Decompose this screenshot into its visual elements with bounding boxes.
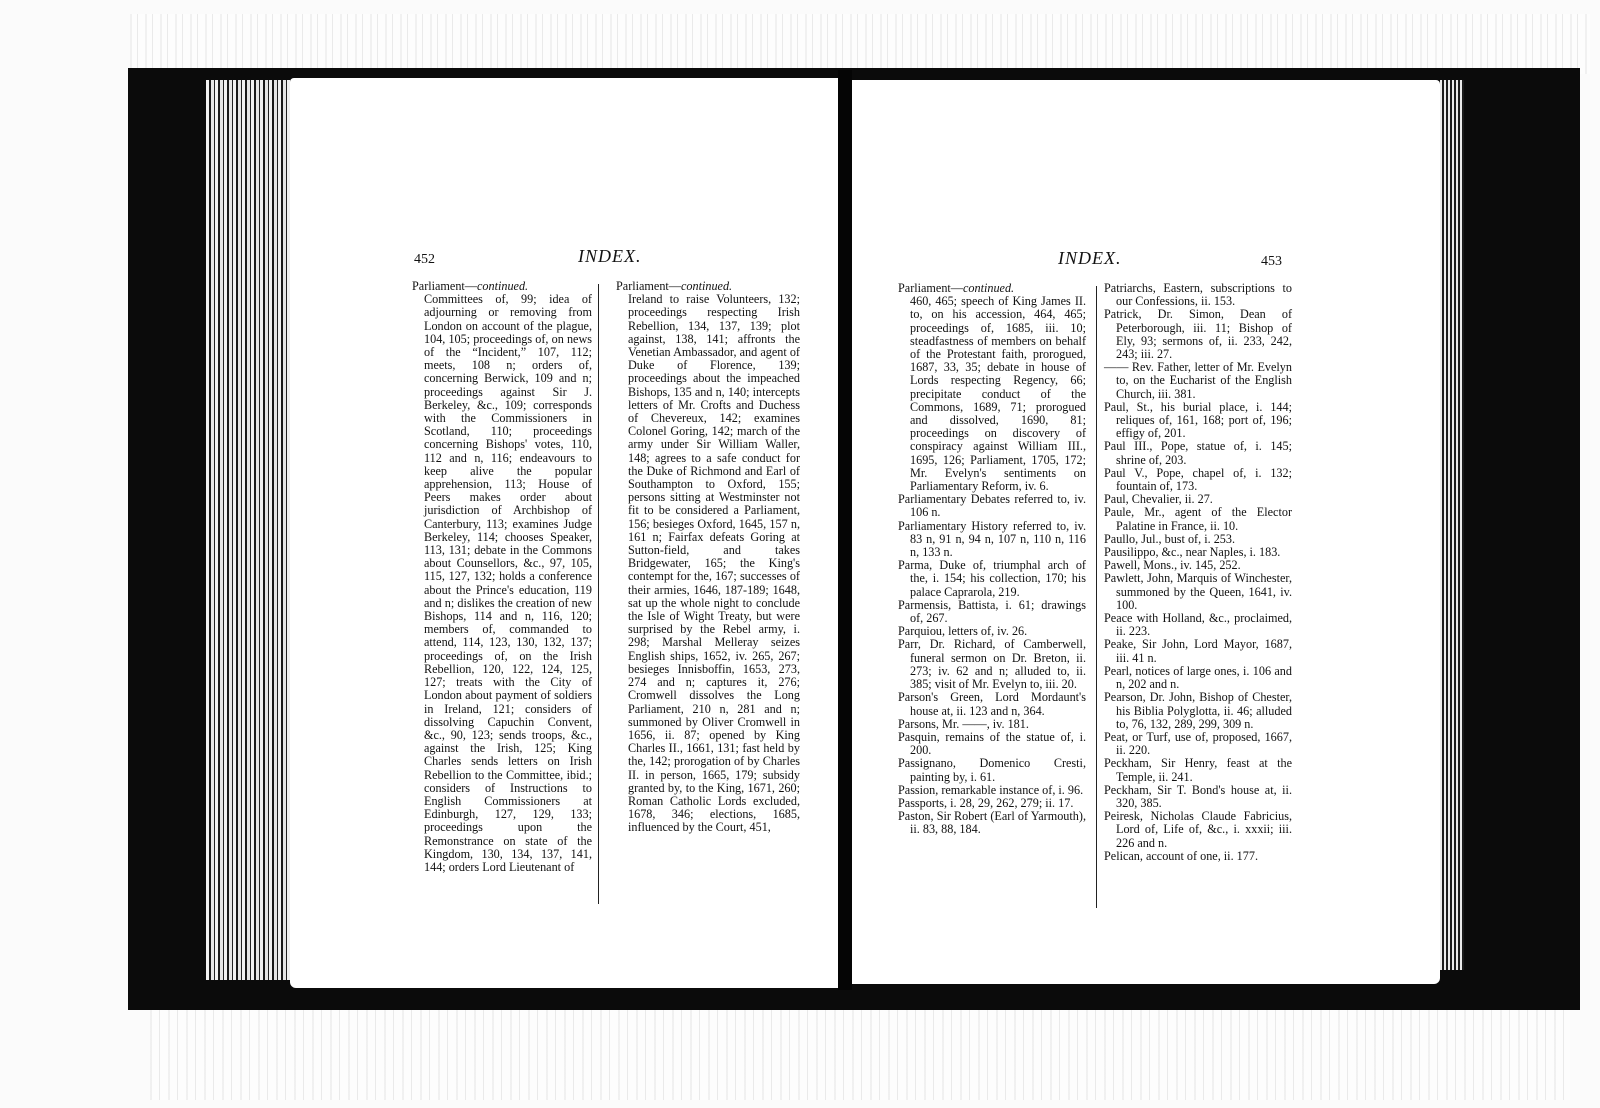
index-entry: Parma, Duke of, triumphal arch of the, i. 154; his collection, 170; his palace Caprarola, 219. bbox=[898, 558, 1086, 599]
index-entries bbox=[1104, 282, 1292, 863]
page-number-left: 452 bbox=[414, 252, 435, 267]
left-column-2 bbox=[616, 280, 800, 835]
page-edges-left bbox=[206, 80, 292, 980]
index-entry: Parliamentary History referred to, iv. 83 n, 91 n, 94 n, 107 n, 110 n, 116 n, 133 n. bbox=[898, 518, 1086, 560]
index-entry: Paul V., Pope, chapel of, i. 132; fountain of, 173. bbox=[1104, 465, 1292, 494]
right-page bbox=[852, 80, 1440, 984]
index-entry: Pasquin, remains of the statue of, i. 200. bbox=[898, 729, 1086, 758]
index-entry: Parsons, Mr. ——, iv. 181. bbox=[898, 716, 1029, 731]
index-entry: Paullo, Jul., bust of, i. 253. bbox=[1104, 531, 1236, 546]
index-entry: Paul, St., his burial place, i. 144; reliques of, 161, 168; port of, 196; effigy of, 201. bbox=[1104, 399, 1292, 441]
index-entry: Parmensis, Battista, i. 61; drawings of, 267. bbox=[898, 597, 1086, 626]
index-entry: Passports, i. 28, 29, 262, 279; ii. 17. bbox=[898, 795, 1074, 810]
entry-text: Ireland to raise Volunteers, 132; proceedings respecting Irish Rebellion, 134, 137, 139; plot against, 138, 141; affronts the Venetian Ambassador, and agent of Duke of Florence, 139; proceedings about the impeached Bishops, 135 and n, 140; intercepts letters of Mr. Crofts and Duchess of Chevereux, 142; examines Colonel Goring, 142; march of the army under Sir William Waller, 148; agrees to a safe conduct for the Duke of Richmond and Earl of Southampton to Oxford, 155; persons sitting at Westminster not fit to be considered a Parliament, 156; besieges Oxford, 1645, 157 n, 161 n; Fairfax defeats Goring at Sutton-field, and takes Bridgewater, 165; the King's contempt for the, 167; successes of their armies, 1646, 187-189; 1648, sat up the whole night to conclude the Isle of Wight Treaty, but were surprised by the Rebel army, i. 298; Marshal Melleray seizes English ships, 1652, iv. 265, 267; besieges Innisboffin, 1653, 273, 274 and n; captures it, 276; Cromwell dissolves the Long Parliament, 210 n, 281 and n; summoned by Oliver Cromwell in 1656, ii. 87; opened by King Charles II., 1661, 131; fast held by the, 142; prorogation of by Charles II. in person, 1665, 179; subsidy granted by, to the King, 1671, 260; Roman Catholic Lords excluded, 1678, 346; elections, 1685, influenced by the Court, 451, bbox=[628, 292, 800, 835]
left-column-1 bbox=[412, 280, 592, 874]
index-entry: Patrick, Dr. Simon, Dean of Peterborough, iii. 11; Bishop of Ely, 93; sermons of, ii. 233, 242, 243; iii. 27. bbox=[1104, 307, 1292, 362]
column-rule bbox=[598, 284, 599, 904]
right-column-1 bbox=[898, 282, 1086, 837]
index-entry: Parr, Dr. Richard, of Camberwell, funeral sermon on Dr. Breton, ii. 273; iv. 62 and n; alluded to, ii. 385; visit of Mr. Evelyn to, iii. 20. bbox=[898, 637, 1086, 692]
column-rule bbox=[1096, 286, 1097, 908]
scan-noise-top bbox=[130, 14, 1590, 74]
index-entry: Peiresk, Nicholas Claude Fabricius, Lord of, Life of, &c., i. xxxii; iii. 226 and n. bbox=[1104, 809, 1292, 850]
right-column-2 bbox=[1104, 282, 1292, 863]
entry-text: Committees of, 99; idea of adjourning or removing from London on account of the plague, 104, 105; proceedings of, on news of the “Incident,” 107, 112; meets, 108 n; orders of, concerning Berwick, 109 and n; proceedings against Sir J. Berkeley, &c., 109; corresponds with the Commissioners in Scotland, 110; proceedings concerning Bishops' votes, 110, 112 and n, 116; endeavours to keep alive the popular apprehension, 113; House of Peers makes order about jurisdiction of Archbishop of Canterbury, 113; examines Judge Berkeley, 114; chooses Speaker, 113, 131; debate in the Commons about Counsellors, &c., 97, 105, 115, 127, 132; holds a conference about the Prince's education, 119 and n; dislikes the creation of new Bishops, 114 and n, 116, 120; members of, commanded to attend, 114, 123, 130, 132, 137; proceedings of, on the Irish Rebellion, 120, 122, 124, 125, 127; treats with the City of London about payment of soldiers in Ireland, 121; considers of dissolving Capuchin Convent, &c., 90, 123; sends troops, &c., against the Irish, 125; King Charles sends letters on Irish Rebellion to the Committee, ibid.; considers of Instructions to English Commissioners at Edinburgh, 127, 129, 133; proceedings upon the Remonstrance on state of the Kingdom, 130, 134, 137, 141, 144; orders Lord Lieutenant of bbox=[424, 292, 592, 874]
entry-heading: Parliament—continued. bbox=[898, 281, 1015, 295]
index-entry: Parson's Green, Lord Mordaunt's house at, ii. 123 and n, 364. bbox=[898, 690, 1086, 718]
scan-noise-bottom bbox=[150, 1000, 1570, 1100]
page-number-right: 453 bbox=[1261, 254, 1282, 269]
index-entry: Pelican, account of one, ii. 177. bbox=[1104, 848, 1258, 863]
index-entry: Paul, Chevalier, ii. 27. bbox=[1104, 492, 1213, 507]
index-entry: Pearl, notices of large ones, i. 106 and n, 202 and n. bbox=[1104, 663, 1292, 692]
index-entry: —— Rev. Father, letter of Mr. Evelyn to, on the Eucharist of the English Church, iii. 381. bbox=[1104, 360, 1292, 401]
book-gutter bbox=[838, 70, 852, 990]
entry-text: 460, 465; speech of King James II. to, on his accession, 464, 465; proceedings of, 1685, iii. 10; steadfastness of members on behalf of the Protestant faith, prorogued, 1687, 33, 35; debate in house of Lords respecting Regency, 66; precipitate conduct of the Commons, 1689, 71; prorogued and dissolved, 1690, 81; proceedings on discovery of conspiracy against William III., 1695, 126; Parliament, 1705, 172; Mr. Evelyn's sentiments on Parliamentary Reform, iv. 6. bbox=[910, 294, 1086, 494]
index-entry: Peat, or Turf, use of, proposed, 1667, ii. 220. bbox=[1104, 729, 1292, 758]
index-entry: Peckham, Sir Henry, feast at the Temple, ii. 241. bbox=[1104, 756, 1292, 784]
index-entry: Paule, Mr., agent of the Elector Palatine in France, ii. 10. bbox=[1104, 505, 1292, 533]
running-head-left: INDEX. bbox=[578, 246, 642, 266]
index-entry: Paul III., Pope, statue of, i. 145; shrine of, 203. bbox=[1104, 439, 1292, 467]
index-entry: Paston, Sir Robert (Earl of Yarmouth), ii. 83, 88, 184. bbox=[898, 809, 1086, 837]
index-entry: Passignano, Domenico Cresti, painting by, i. 61. bbox=[898, 756, 1086, 784]
index-entry: Pawlett, John, Marquis of Winchester, summoned by the Queen, 1641, iv. 100. bbox=[1104, 571, 1292, 612]
index-entry: Pearson, Dr. John, Bishop of Chester, his Biblia Polyglotta, ii. 46; alluded to, 76, 132, 289, 299, 309 n. bbox=[1104, 690, 1292, 731]
index-entries bbox=[898, 493, 1086, 836]
index-entry: Peckham, Sir T. Bond's house at, ii. 320, 385. bbox=[1104, 782, 1292, 810]
page-edges-right bbox=[1440, 80, 1464, 970]
index-entry: Pausilippo, &c., near Naples, i. 183. bbox=[1104, 545, 1281, 560]
running-head-right: INDEX. bbox=[1058, 248, 1122, 268]
left-page bbox=[290, 78, 838, 988]
index-entry: Passion, remarkable instance of, i. 96. bbox=[898, 782, 1084, 797]
index-entry: Patriarchs, Eastern, subscriptions to our Confessions, ii. 153. bbox=[1104, 281, 1292, 309]
index-entry: Parliamentary Debates referred to, iv. 106 n. bbox=[898, 492, 1086, 520]
index-entry: Peace with Holland, &c., proclaimed, ii. 223. bbox=[1104, 611, 1292, 639]
entry-heading: Parliament—continued. bbox=[616, 279, 733, 293]
index-entry: Peake, Sir John, Lord Mayor, 1687, iii. 41 n. bbox=[1104, 637, 1292, 665]
entry-heading: Parliament—continued. bbox=[412, 279, 529, 293]
index-entry: Parquiou, letters of, iv. 26. bbox=[898, 624, 1028, 639]
index-entry: Pawell, Mons., iv. 145, 252. bbox=[1104, 558, 1241, 573]
